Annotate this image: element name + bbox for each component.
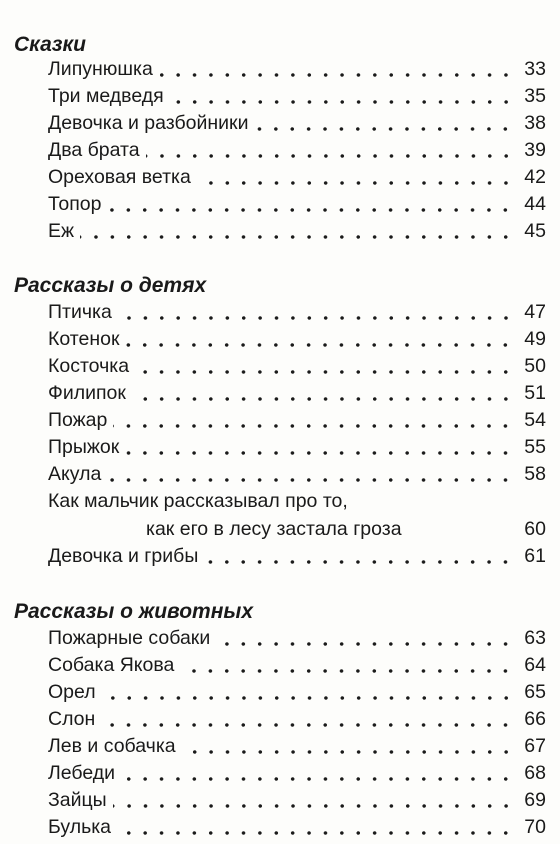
leader-dots: [113, 424, 514, 428]
entry-title: Акула: [48, 463, 102, 485]
entry-title: Пожарные собаки: [48, 627, 211, 649]
entry-title: Еж: [48, 220, 75, 242]
entry-title: Девочка и разбойники: [48, 112, 249, 134]
leader-dots: [107, 208, 514, 212]
leader-dots: [159, 73, 514, 77]
toc-entry[interactable]: [48, 353, 546, 380]
toc-entry[interactable]: [48, 218, 546, 245]
entry-page-number: 55: [524, 436, 546, 458]
entry-page-number: 66: [524, 708, 546, 730]
leader-dots: [132, 397, 514, 401]
toc-entry[interactable]: [48, 83, 546, 110]
entry-title: Птичка: [48, 301, 112, 323]
toc-entry[interactable]: [48, 326, 546, 353]
entry-title: Липунюшка: [48, 58, 153, 80]
leader-dots: [180, 669, 514, 673]
toc-entry[interactable]: [48, 625, 546, 652]
leader-dots: [80, 235, 514, 239]
entry-title: Топор: [48, 193, 102, 215]
section-title: Сказки: [14, 33, 86, 56]
toc-entry[interactable]: [48, 164, 546, 191]
leader-dots: [216, 642, 514, 646]
entry-title: Булька: [48, 816, 112, 838]
toc-entry[interactable]: [48, 56, 546, 83]
leader-dots: [121, 777, 514, 781]
leader-dots: [204, 560, 514, 564]
entry-page-number: 33: [524, 58, 546, 80]
entry-page-number: 50: [524, 355, 546, 377]
leader-dots: [101, 723, 514, 727]
toc-entry[interactable]: [48, 787, 546, 814]
entry-title: Лев и собачка: [48, 735, 176, 757]
entry-title: Зайцы: [48, 789, 107, 811]
entry-page-number: 38: [524, 112, 546, 134]
entry-title: Три медведя: [48, 85, 164, 107]
toc-entry[interactable]: [48, 679, 546, 706]
leader-dots: [125, 343, 514, 347]
entry-page-number: 58: [524, 463, 546, 485]
entry-title: Ореховая ветка: [48, 166, 191, 188]
toc-entry[interactable]: [48, 706, 546, 733]
entry-page-number: 69: [524, 789, 546, 811]
entry-page-number: 63: [524, 627, 546, 649]
entry-title: Лебеди: [48, 762, 116, 784]
toc-entry[interactable]: [48, 434, 546, 461]
entry-title: Косточка: [48, 355, 130, 377]
entry-page-number: 44: [524, 193, 546, 215]
entry-title: Пожар: [48, 409, 108, 431]
toc-entry[interactable]: [48, 814, 546, 841]
entry-page-number: 68: [524, 762, 546, 784]
toc-entry[interactable]: [48, 191, 546, 218]
entry-page-number: 47: [524, 301, 546, 323]
leader-dots: [146, 154, 514, 158]
leader-dots: [102, 696, 514, 700]
toc-entry[interactable]: [146, 516, 546, 543]
section-title: Рассказы о животных: [14, 600, 254, 623]
leader-dots: [170, 100, 514, 104]
entry-page-number: 39: [524, 139, 546, 161]
entry-title-line1[interactable]: Как мальчик рассказывал про то,: [48, 490, 348, 512]
entry-title: Прыжок: [48, 436, 120, 458]
leader-dots: [107, 478, 514, 482]
leader-dots: [197, 181, 514, 185]
entry-title: Два брата: [48, 139, 140, 161]
section-title: Рассказы о детях: [14, 274, 207, 297]
toc-entry[interactable]: [48, 407, 546, 434]
entry-title: Филипок: [48, 382, 126, 404]
entry-page-number: 65: [524, 681, 546, 703]
entry-page-number: 61: [524, 545, 546, 567]
leader-dots: [125, 451, 514, 455]
entry-page-number: 60: [524, 518, 546, 540]
entry-title: Девочка и грибы: [48, 545, 199, 567]
entry-title: Орел: [48, 681, 96, 703]
toc-entry[interactable]: [48, 543, 546, 570]
entry-page-number: 51: [524, 382, 546, 404]
leader-dots: [254, 127, 514, 131]
entry-title-line2: как его в лесу застала гроза: [146, 518, 402, 540]
entry-page-number: 35: [524, 85, 546, 107]
leader-dots: [117, 831, 514, 835]
entry-page-number: 64: [524, 654, 546, 676]
entry-title: Собака Якова: [48, 654, 175, 676]
entry-page-number: 49: [524, 328, 546, 350]
toc-entry[interactable]: [48, 652, 546, 679]
toc-entry[interactable]: [48, 299, 546, 326]
leader-dots: [182, 750, 514, 754]
toc-entry[interactable]: [48, 137, 546, 164]
toc-entry[interactable]: [48, 461, 546, 488]
toc-entry[interactable]: [48, 110, 546, 137]
entry-page-number: 67: [524, 735, 546, 757]
leader-dots: [113, 804, 514, 808]
entry-title: Слон: [48, 708, 96, 730]
toc-entry[interactable]: [48, 760, 546, 787]
leader-dots: [135, 370, 514, 374]
entry-title: Котенок: [48, 328, 120, 350]
entry-page-number: 54: [524, 409, 546, 431]
toc-entry[interactable]: [48, 733, 546, 760]
entry-page-number: 70: [524, 816, 546, 838]
entry-page-number: 45: [524, 220, 546, 242]
toc-entry[interactable]: [48, 380, 546, 407]
leader-dots: [118, 316, 514, 320]
entry-page-number: 42: [524, 166, 546, 188]
